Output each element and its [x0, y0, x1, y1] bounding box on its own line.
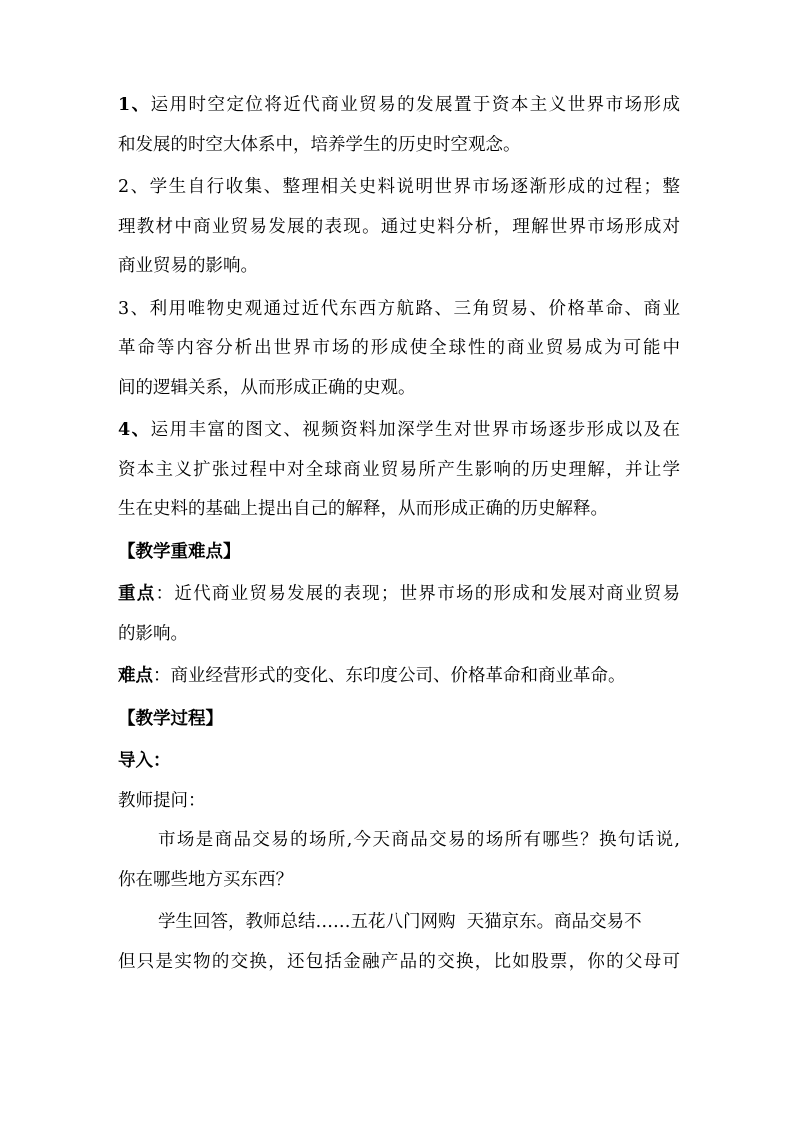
objective-2-line-1: 2、学生自行收集、整理相关史料说明世界市场逐渐形成的过程；整: [118, 177, 680, 197]
difficulty-line: 难点：商业经营形式的变化、东印度公司、价格革命和商业革命。: [118, 666, 626, 686]
answer-line-2: 但只是实物的交换，还包括金融产品的交换，比如股票，你的父母可: [118, 951, 680, 972]
objective-3-line-1: 3、利用唯物史观通过近代东西方航路、三角贸易、价格革命、商业: [118, 298, 680, 319]
objective-2-line-2: 理教材中商业贸易发展的表现。通过史料分析，理解世界市场形成对: [118, 216, 680, 237]
key-points-heading: 【教学重难点】: [118, 541, 241, 562]
objective-1-line-1: 1、运用时空定位将近代商业贸易的发展置于资本主义世界市场形成: [118, 95, 680, 115]
focus-line-2: 的影响。: [118, 623, 188, 644]
objective-1-line-2: 和发展的时空大体系中，培养学生的历史时空观念。: [118, 134, 521, 155]
focus-line-1: 重点：近代商业贸易发展的表现；世界市场的形成和发展对商业贸易: [118, 584, 680, 604]
online-shopping-term: 网购: [420, 912, 456, 932]
objective-3-line-2: 革命等内容分析出世界市场的形成使全球性的商业贸易成为可能中: [118, 338, 680, 358]
objective-4-line-2: 资本主义扩张过程中对全球商业贸易所产生影响的历史理解，并让学: [118, 459, 680, 480]
objective-4-line-3: 生在史料的基础上提出自己的解释，从而形成正确的历史解释。: [118, 499, 608, 519]
objective-4-number: 4、: [118, 420, 151, 440]
question-line-1: 市场是商品交易的场所,今天商品交易的场所有哪些？换句话说,: [158, 830, 680, 850]
teacher-ask: 教师提问：: [118, 790, 206, 811]
objective-3-number: 3、: [118, 298, 150, 319]
question-line-2: 你在哪些地方买东西？: [118, 869, 293, 890]
objective-3-line-3: 间的逻辑关系，从而形成正确的史观。: [118, 377, 416, 398]
difficulty-label: 难点: [118, 666, 153, 686]
answer-line-1: 学生回答，教师总结……五花八门网购 天猫京东。商品交易不: [158, 912, 642, 932]
objective-2-line-3: 商业贸易的影响。: [118, 256, 258, 276]
document-body: [118, 86, 680, 982]
objective-4-line-1: 4、运用丰富的图文、视频资料加深学生对世界市场逐步形成以及在: [118, 420, 680, 440]
objective-1-number: 1、: [118, 95, 151, 115]
process-heading: 【教学过程】: [118, 708, 223, 729]
objective-2-number: 2、: [118, 177, 150, 197]
intro-label: 导入：: [118, 751, 171, 771]
focus-label: 重点: [118, 584, 156, 604]
